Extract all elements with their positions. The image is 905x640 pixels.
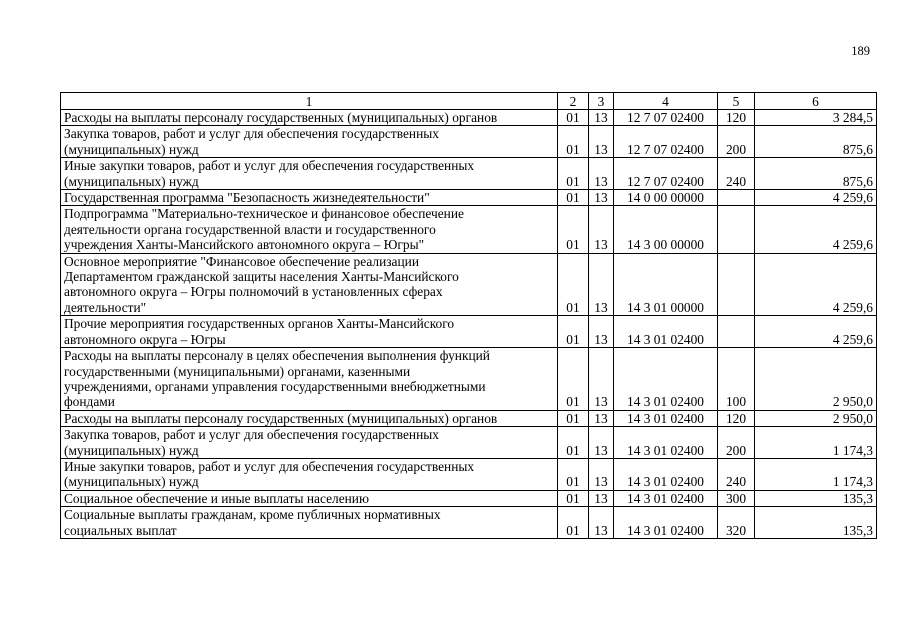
- cell-target-article: 14 3 00 00000: [614, 206, 718, 253]
- cell-target-article: 14 0 00 00000: [614, 190, 718, 206]
- cell-target-article: 14 3 01 02400: [614, 410, 718, 426]
- cell-expense-type: 320: [718, 507, 755, 539]
- table-row: [61, 458, 877, 490]
- table-row: [61, 253, 877, 316]
- cell-subsection: 13: [589, 490, 614, 506]
- cell-amount: 875,6: [755, 158, 877, 190]
- cell-target-article: 14 3 01 00000: [614, 253, 718, 316]
- cell-subsection: 13: [589, 316, 614, 348]
- cell-section: 01: [558, 427, 589, 459]
- cell-name: [61, 458, 558, 490]
- cell-amount: 135,3: [755, 507, 877, 539]
- cell-subsection: 13: [589, 190, 614, 206]
- cell-name: [61, 110, 558, 126]
- cell-subsection: 13: [589, 410, 614, 426]
- page-number: 189: [851, 44, 870, 58]
- cell-subsection: 13: [589, 158, 614, 190]
- cell-subsection: 13: [589, 348, 614, 411]
- cell-name: [61, 427, 558, 459]
- cell-section: 01: [558, 253, 589, 316]
- cell-subsection: 13: [589, 427, 614, 459]
- row-name-text: Иные закупки товаров, работ и услуг для обеспечения государственных (муниципальных) нужд: [64, 458, 475, 490]
- cell-name: [61, 126, 558, 158]
- cell-expense-type: [718, 316, 755, 348]
- row-name-text: Закупка товаров, работ и услуг для обеспечения государственных (муниципальных) нужд: [64, 427, 439, 458]
- cell-expense-type: 200: [718, 126, 755, 158]
- cell-target-article: 14 3 01 02400: [614, 348, 718, 411]
- table-row: [61, 158, 877, 190]
- cell-amount: 4 259,6: [755, 316, 877, 348]
- cell-amount: 135,3: [755, 490, 877, 506]
- cell-subsection: 13: [589, 507, 614, 539]
- header-col-6: 6: [755, 93, 877, 110]
- cell-amount: 2 950,0: [755, 410, 877, 426]
- cell-name: [61, 507, 558, 539]
- budget-table: [60, 92, 877, 539]
- cell-target-article: 12 7 07 02400: [614, 110, 718, 126]
- cell-section: 01: [558, 490, 589, 506]
- cell-target-article: 14 3 01 02400: [614, 458, 718, 490]
- cell-subsection: 13: [589, 126, 614, 158]
- cell-expense-type: 300: [718, 490, 755, 506]
- cell-name: [61, 316, 558, 348]
- cell-subsection: 13: [589, 206, 614, 253]
- table-row: [61, 490, 877, 506]
- cell-name: [61, 253, 558, 316]
- cell-target-article: 12 7 07 02400: [614, 158, 718, 190]
- cell-amount: 4 259,6: [755, 206, 877, 253]
- table-row: [61, 206, 877, 253]
- cell-section: 01: [558, 458, 589, 490]
- cell-section: 01: [558, 206, 589, 253]
- table-row: [61, 427, 877, 459]
- cell-subsection: 13: [589, 110, 614, 126]
- cell-expense-type: 100: [718, 348, 755, 411]
- budget-table-body: [61, 93, 877, 539]
- row-name-text: Расходы на выплаты персоналу в целях обеспечения выполнения функций государственными (муниципальными) органами, казенными учреждениями, органами управления государственными внебюджетными фондами: [64, 348, 490, 410]
- cell-section: 01: [558, 316, 589, 348]
- cell-section: 01: [558, 410, 589, 426]
- header-col-1: 1: [61, 93, 558, 110]
- row-name-text: Государственная программа "Безопасность жизнедеятельности": [64, 190, 430, 206]
- row-name-text: Социальные выплаты гражданам, кроме публичных нормативных социальных выплат: [64, 507, 441, 538]
- cell-subsection: 13: [589, 253, 614, 316]
- row-name-text: Расходы на выплаты персоналу государственных (муниципальных) органов: [64, 410, 498, 426]
- header-col-2: 2: [558, 93, 589, 110]
- row-name-text: Социальное обеспечение и иные выплаты населению: [64, 490, 369, 506]
- cell-section: 01: [558, 126, 589, 158]
- cell-expense-type: 240: [718, 158, 755, 190]
- cell-expense-type: 120: [718, 110, 755, 126]
- cell-amount: 1 174,3: [755, 458, 877, 490]
- cell-amount: 4 259,6: [755, 190, 877, 206]
- cell-amount: 3 284,5: [755, 110, 877, 126]
- header-col-3: 3: [589, 93, 614, 110]
- cell-expense-type: [718, 253, 755, 316]
- row-name-text: Подпрограмма "Материально-техническое и финансовое обеспечение деятельности органа государственной власти и государственного учреждения Ханты-Мансийского автономного округа – Югры": [64, 206, 464, 253]
- cell-amount: 875,6: [755, 126, 877, 158]
- cell-name: [61, 490, 558, 506]
- cell-section: 01: [558, 190, 589, 206]
- table-header-row: [61, 93, 877, 110]
- cell-name: [61, 410, 558, 426]
- cell-expense-type: 120: [718, 410, 755, 426]
- cell-amount: 1 174,3: [755, 427, 877, 459]
- cell-section: 01: [558, 348, 589, 411]
- table-row: [61, 126, 877, 158]
- cell-name: [61, 190, 558, 206]
- cell-expense-type: 240: [718, 458, 755, 490]
- table-row: [61, 507, 877, 539]
- cell-expense-type: [718, 206, 755, 253]
- table-row: [61, 316, 877, 348]
- cell-name: [61, 158, 558, 190]
- cell-target-article: 14 3 01 02400: [614, 507, 718, 539]
- cell-section: 01: [558, 158, 589, 190]
- table-row: [61, 410, 877, 426]
- cell-amount: 4 259,6: [755, 253, 877, 316]
- row-name-text: Расходы на выплаты персоналу государственных (муниципальных) органов: [64, 110, 498, 125]
- table-row: [61, 348, 877, 411]
- cell-target-article: 14 3 01 02400: [614, 490, 718, 506]
- row-name-text: Иные закупки товаров, работ и услуг для обеспечения государственных (муниципальных) нужд: [64, 158, 475, 189]
- cell-target-article: 12 7 07 02400: [614, 126, 718, 158]
- header-col-4: 4: [614, 93, 718, 110]
- table-row: [61, 110, 877, 126]
- table-row: [61, 190, 877, 206]
- row-name-text: Основное мероприятие "Финансовое обеспечение реализации Департаментом гражданской защиты населения Ханты-Мансийского автономного округа – Югры полномочий в установленных сферах деятельности": [64, 253, 459, 315]
- cell-name: [61, 206, 558, 253]
- cell-expense-type: 200: [718, 427, 755, 459]
- cell-expense-type: [718, 190, 755, 206]
- cell-amount: 2 950,0: [755, 348, 877, 411]
- cell-target-article: 14 3 01 02400: [614, 427, 718, 459]
- cell-target-article: 14 3 01 02400: [614, 316, 718, 348]
- cell-section: 01: [558, 110, 589, 126]
- row-name-text: Прочие мероприятия государственных органов Ханты-Мансийского автономного округа – Югры: [64, 316, 455, 347]
- row-name-text: Закупка товаров, работ и услуг для обеспечения государственных (муниципальных) нужд: [64, 126, 439, 157]
- cell-name: [61, 348, 558, 411]
- cell-section: 01: [558, 507, 589, 539]
- header-col-5: 5: [718, 93, 755, 110]
- cell-subsection: 13: [589, 458, 614, 490]
